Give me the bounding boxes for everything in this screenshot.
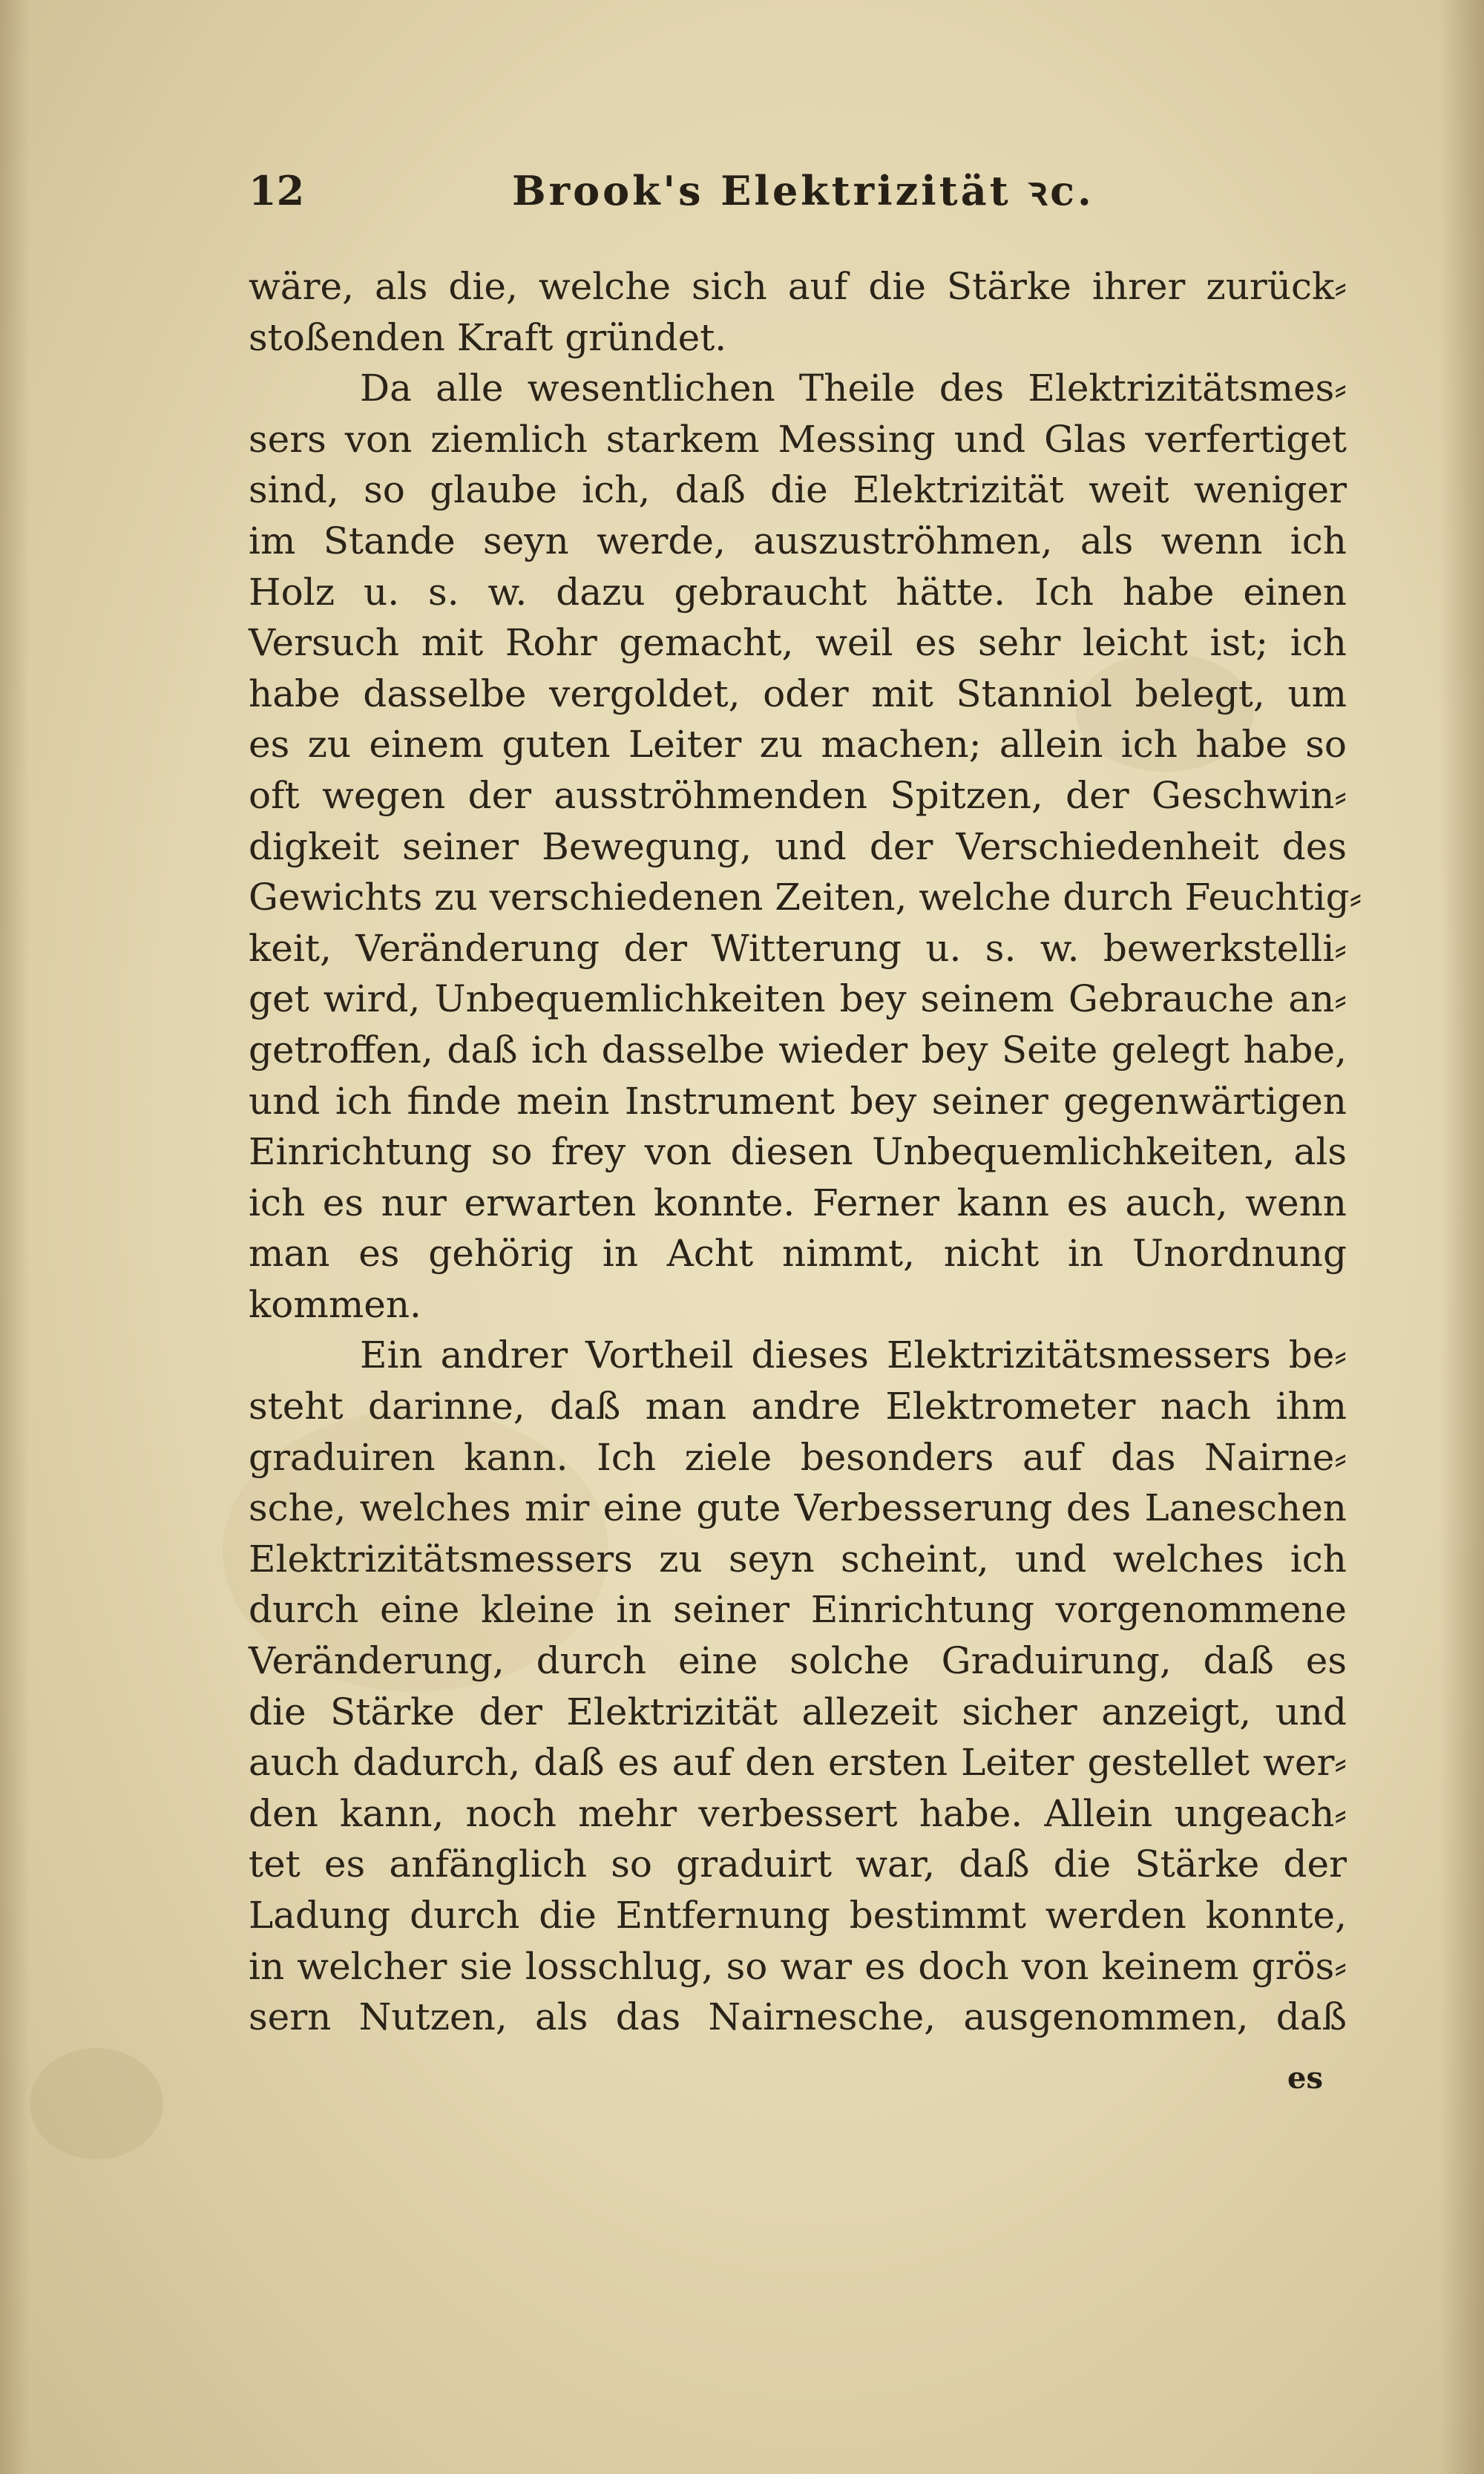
catchword: es (1287, 2061, 1323, 2096)
text-line: den kann, noch mehr verbessert habe. Allein ungeach⸗ (249, 1791, 1347, 1835)
text-line: tet es anfänglich so graduirt war, daß die Stärke der (249, 1843, 1347, 1886)
text-line: Ein andrer Vortheil dieses Elektrizitätsmessers be⸗ (360, 1333, 1347, 1377)
text-line: es zu einem guten Leiter zu machen; allein ich habe so (249, 723, 1347, 767)
text-line: steht darinne, daß man andre Elektrometer nach ihm (249, 1385, 1347, 1428)
running-title: Brook's Elektrizität ꝛc. (512, 167, 1094, 214)
text-line: man es gehörig in Acht nimmt, nicht in Unordnung (249, 1232, 1347, 1276)
text-line: get wird, Unbequemlichkeiten bey seinem Gebrauche an⸗ (249, 977, 1347, 1021)
text-line: Einrichtung so frey von diesen Unbequemlichkeiten, als (249, 1130, 1347, 1174)
page-number: 12 (249, 167, 305, 214)
text-line: graduiren kann. Ich ziele besonders auf das Nairne⸗ (249, 1435, 1347, 1479)
text-line: wäre, als die, welche sich auf die Stärke ihrer zurück⸗ (249, 265, 1347, 308)
text-line: sche, welches mir eine gute Verbesserung des Laneschen (249, 1486, 1347, 1530)
text-line: digkeit seiner Bewegung, und der Verschiedenheit des (249, 824, 1347, 868)
page-edge-shadow-right (1439, 0, 1484, 2474)
text-line: ich es nur erwarten konnte. Ferner kann es auch, wenn (249, 1181, 1347, 1224)
text-line: im Stande seyn werde, auszuströhmen, als wenn ich (249, 519, 1347, 562)
text-line: Holz u. s. w. dazu gebraucht hätte. Ich habe einen (249, 570, 1347, 614)
text-line: und ich finde mein Instrument bey seiner gegenwärtigen (249, 1079, 1347, 1123)
text-line: Veränderung, durch eine solche Graduirung, daß es (249, 1639, 1347, 1683)
text-line: die Stärke der Elektrizität allezeit sicher anzeigt, und (249, 1690, 1347, 1733)
text-line: Da alle wesentlichen Theile des Elektrizitätsmes⸗ (360, 367, 1347, 410)
text-line: oft wegen der ausströhmenden Spitzen, der Geschwin⸗ (249, 773, 1347, 817)
paper-stain (30, 2048, 163, 2159)
text-line: Versuch mit Rohr gemacht, weil es sehr leicht ist; ich (249, 621, 1347, 665)
text-line: Elektrizitätsmessers zu seyn scheint, und welches ich (249, 1537, 1347, 1581)
text-line: Ladung durch die Entfernung bestimmt werden konnte, (249, 1894, 1347, 1937)
text-line: auch dadurch, daß es auf den ersten Leiter gestellet wer⸗ (249, 1741, 1347, 1785)
text-line: sind, so glaube ich, daß die Elektrizität weit weniger (249, 468, 1347, 512)
text-line: Gewichts zu verschiedenen Zeiten, welche durch Feuchtig⸗ (249, 876, 1362, 919)
text-line: stoßenden Kraft gründet. (249, 315, 727, 359)
text-line: habe dasselbe vergoldet, oder mit Stanniol belegt, um (249, 672, 1347, 715)
text-line: keit, Veränderung der Witterung u. s. w. bewerkstelli⸗ (249, 926, 1347, 970)
text-line: kommen. (249, 1282, 421, 1326)
text-line: getroffen, daß ich dasselbe wieder bey Seite gelegt habe, (249, 1028, 1347, 1072)
body-text (249, 261, 1362, 2043)
text-line: durch eine kleine in seiner Einrichtung vorgenommene (249, 1588, 1347, 1632)
page-header (249, 165, 1347, 217)
text-line: sers von ziemlich starkem Messing und Glas verfertiget (249, 417, 1347, 461)
text-line: sern Nutzen, als das Nairnesche, ausgenommen, daß (249, 1995, 1347, 2039)
text-line: in welcher sie losschlug, so war es doch von keinem grös⸗ (249, 1944, 1347, 1988)
page-edge-shadow-left (0, 0, 30, 2474)
